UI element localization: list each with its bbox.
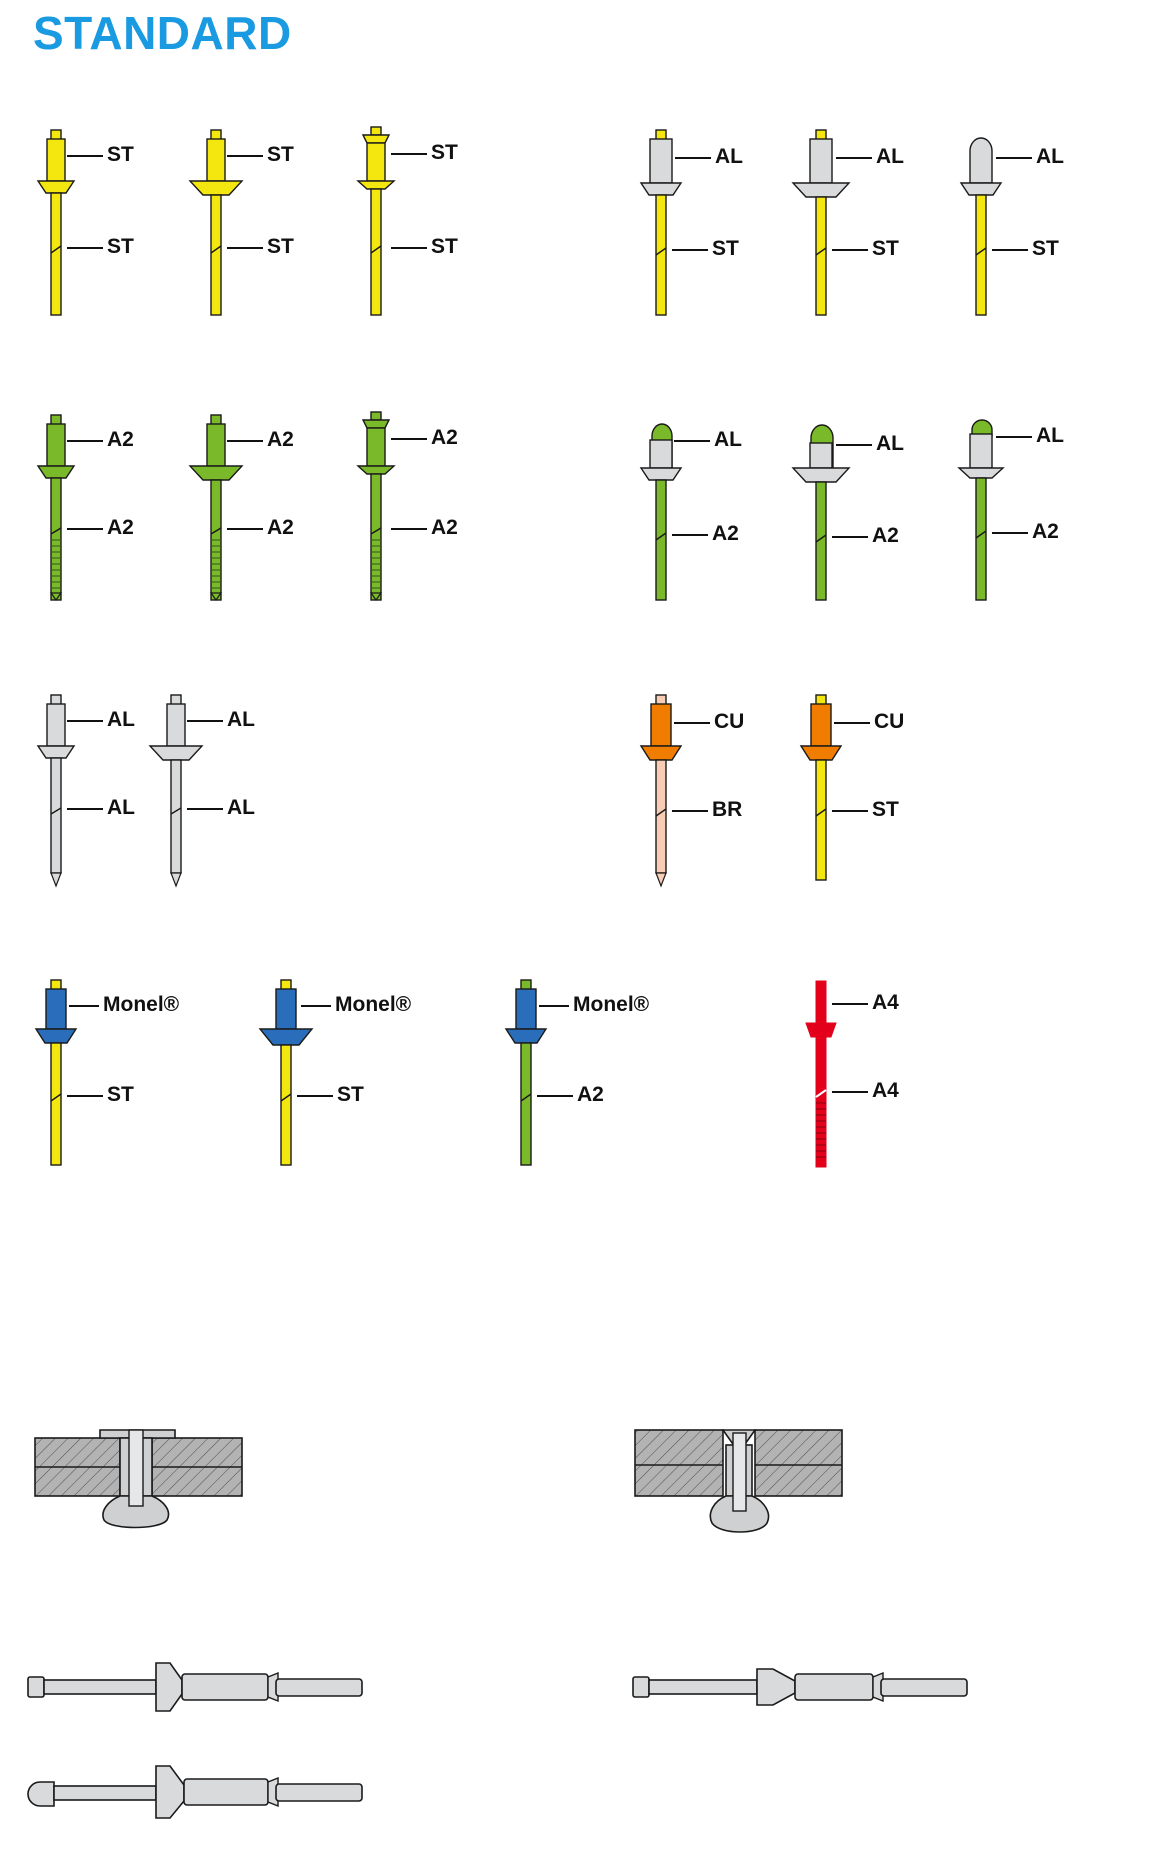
rivet-drawing-large-flange-st-st <box>185 125 255 355</box>
rivet-item-r18 <box>255 975 412 1205</box>
rivet-body-label: AL <box>1036 145 1064 168</box>
leader-line <box>836 444 872 446</box>
rivet-body-label: AL <box>1036 424 1064 447</box>
rivet-item-r1 <box>25 125 175 355</box>
rivet-mandrel-label: ST <box>872 798 899 821</box>
rivet-drawing-a4-a4 <box>790 975 860 1205</box>
leader-line <box>996 436 1032 438</box>
rivet-drawing-dome-monel-st <box>25 975 95 1205</box>
leader-line <box>391 153 427 155</box>
rivet-mandrel-label: ST <box>107 235 134 258</box>
rivet-body-label: ST <box>431 141 458 164</box>
leader-line <box>67 528 103 530</box>
rivet-drawing-dome-cu-br <box>630 690 700 920</box>
leader-line <box>67 720 103 722</box>
rivet-body-label: ST <box>107 143 134 166</box>
leader-line <box>297 1095 333 1097</box>
leader-line <box>67 808 103 810</box>
rivet-drawing-countersunk-a2-a2 <box>345 410 415 640</box>
leader-line <box>67 440 103 442</box>
rivet-mandrel-label: ST <box>1032 237 1059 260</box>
rivet-item-r12 <box>950 410 1100 640</box>
rivet-item-r14 <box>145 690 295 920</box>
figure-cross-section-countersunk-set <box>630 1425 850 1565</box>
leader-line <box>187 808 223 810</box>
leader-line <box>67 155 103 157</box>
rivet-body-label: ST <box>267 143 294 166</box>
rivet-item-r17 <box>25 975 180 1205</box>
rivet-drawing-dome-al-al <box>25 690 95 920</box>
leader-line <box>992 249 1028 251</box>
rivet-drawing-large-flange-monel-st <box>255 975 325 1205</box>
rivet-mandrel-label: AL <box>107 796 135 819</box>
leader-line <box>227 528 263 530</box>
leader-line <box>674 722 710 724</box>
rivet-item-r2 <box>185 125 335 355</box>
rivet-item-r6 <box>950 125 1100 355</box>
rivet-drawing-dome-a2-a2 <box>25 410 95 640</box>
rivet-body-label: Monel® <box>573 993 650 1016</box>
rivet-mandrel-label: ST <box>337 1083 364 1106</box>
leader-line <box>67 247 103 249</box>
leader-line <box>832 810 868 812</box>
rivet-drawing-round-al-a2 <box>630 410 700 640</box>
rivet-drawing-large-flange-a2-a2 <box>185 410 255 640</box>
leader-line <box>187 720 223 722</box>
figure-side-view-countersunk-head <box>625 1655 985 1725</box>
rivet-body-label: AL <box>876 432 904 455</box>
rivet-drawing-large-flange-al-st <box>790 125 860 355</box>
leader-line <box>539 1005 569 1007</box>
leader-line <box>227 247 263 249</box>
rivet-mandrel-label: ST <box>107 1083 134 1106</box>
rivet-mandrel-label: ST <box>431 235 458 258</box>
rivet-body-label: A2 <box>107 428 134 451</box>
rivet-body-label: CU <box>874 710 905 733</box>
leader-line <box>391 528 427 530</box>
leader-line <box>672 534 708 536</box>
rivet-mandrel-label: A2 <box>577 1083 604 1106</box>
rivet-mandrel-label: A2 <box>107 516 134 539</box>
rivet-body-label: AL <box>715 145 743 168</box>
rivet-body-label: A4 <box>872 991 899 1014</box>
rivet-mandrel-label: A2 <box>431 516 458 539</box>
rivet-item-r3 <box>345 125 495 355</box>
rivet-drawing-dome-cu-st <box>790 690 860 920</box>
rivet-drawing-round-al-st <box>950 125 1020 355</box>
leader-line <box>537 1095 573 1097</box>
rivet-mandrel-label: ST <box>712 237 739 260</box>
leader-line <box>301 1005 331 1007</box>
rivet-item-r15 <box>630 690 780 920</box>
leader-line <box>832 249 868 251</box>
figure-side-view-dome-head <box>20 1655 380 1725</box>
rivet-drawing-countersunk-al-a2 <box>950 410 1020 640</box>
rivet-body-label: AL <box>227 708 255 731</box>
rivet-body-label: AL <box>876 145 904 168</box>
rivet-mandrel-label: A4 <box>872 1079 899 1102</box>
rivet-drawing-countersunk-st-st <box>345 125 415 355</box>
rivet-body-label: A2 <box>267 428 294 451</box>
rivet-item-r11 <box>790 410 940 640</box>
rivet-mandrel-label: A2 <box>872 524 899 547</box>
rivet-item-r7 <box>25 410 175 640</box>
leader-line <box>227 155 263 157</box>
rivet-mandrel-label: ST <box>872 237 899 260</box>
page-title: STANDARD <box>33 7 292 59</box>
rivet-item-r16 <box>790 690 940 920</box>
rivet-mandrel-label: ST <box>267 235 294 258</box>
rivet-body-label: CU <box>714 710 745 733</box>
leader-line <box>996 157 1032 159</box>
rivet-body-label: AL <box>714 428 742 451</box>
rivet-item-r19 <box>495 975 650 1205</box>
leader-line <box>672 249 708 251</box>
rivet-body-label: A2 <box>431 426 458 449</box>
rivet-body-label: Monel® <box>335 993 412 1016</box>
rivet-item-r10 <box>630 410 780 640</box>
leader-line <box>832 1091 868 1093</box>
figure-cross-section-dome-set <box>30 1425 250 1565</box>
leader-line <box>391 247 427 249</box>
leader-line <box>672 810 708 812</box>
leader-line <box>992 532 1028 534</box>
leader-line <box>227 440 263 442</box>
rivet-item-r5 <box>790 125 940 355</box>
leader-line <box>836 157 872 159</box>
rivet-drawing-dome-al-st <box>630 125 700 355</box>
leader-line <box>832 1003 868 1005</box>
rivet-item-r9 <box>345 410 495 640</box>
rivet-drawing-large-flange-al-al <box>145 690 215 920</box>
rivet-drawing-dome-st-st <box>25 125 95 355</box>
leader-line <box>675 157 711 159</box>
leader-line <box>391 438 427 440</box>
rivet-drawing-dome-monel-a2 <box>495 975 565 1205</box>
leader-line <box>674 440 710 442</box>
leader-line <box>834 722 870 724</box>
rivet-item-r8 <box>185 410 335 640</box>
rivet-mandrel-label: A2 <box>267 516 294 539</box>
leader-line <box>832 536 868 538</box>
rivet-mandrel-label: A2 <box>712 522 739 545</box>
rivet-mandrel-label: AL <box>227 796 255 819</box>
figure-side-view-large-flange-head <box>20 1760 380 1850</box>
leader-line <box>69 1005 99 1007</box>
rivet-mandrel-label: BR <box>712 798 743 821</box>
rivet-item-r20 <box>790 975 940 1205</box>
rivet-mandrel-label: A2 <box>1032 520 1059 543</box>
rivet-body-label: AL <box>107 708 135 731</box>
rivet-item-r4 <box>630 125 780 355</box>
leader-line <box>67 1095 103 1097</box>
rivet-body-label: Monel® <box>103 993 180 1016</box>
